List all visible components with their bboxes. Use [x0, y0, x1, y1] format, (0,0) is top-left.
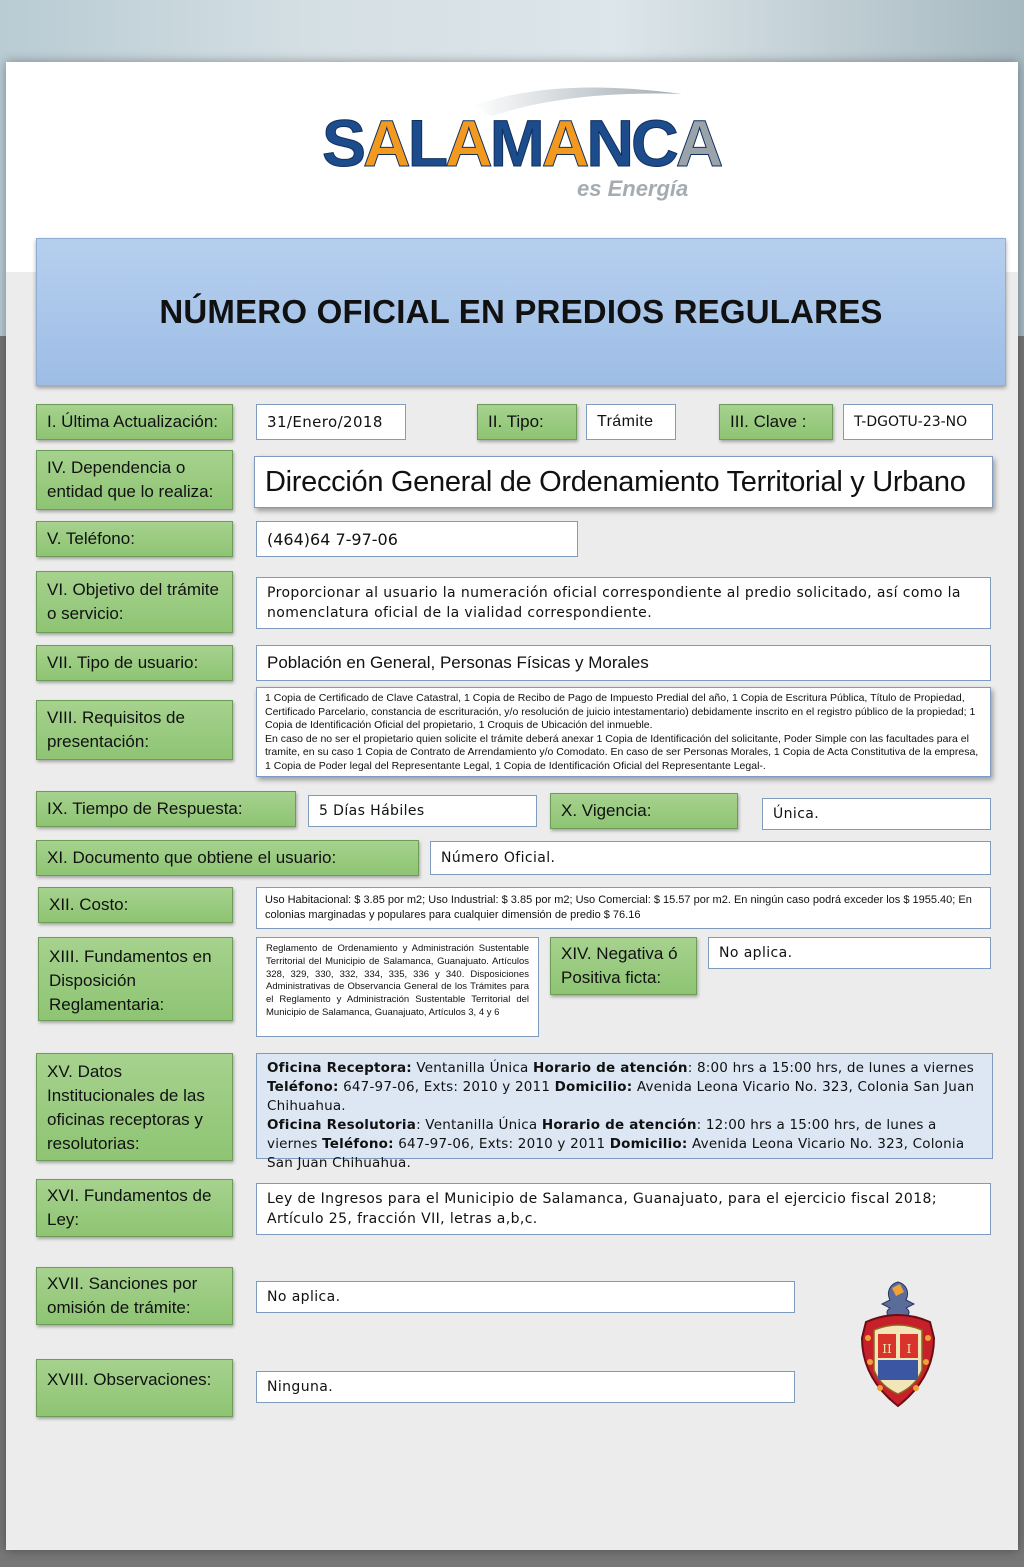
label-sanciones: XVII. Sanciones por omisión de trámite:: [36, 1267, 233, 1325]
value-ultima-actualizacion: 31/Enero/2018: [256, 404, 406, 440]
oficina-receptora-value: Ventanilla Única: [411, 1060, 533, 1076]
value-observaciones: Ninguna.: [256, 1371, 795, 1403]
label-fundamentos-reglamentaria: XIII. Fundamentos en Disposición Reglamentaria:: [38, 937, 233, 1021]
label-dependencia: IV. Dependencia o entidad que lo realiza:: [36, 450, 233, 510]
label-datos-institucionales: XV. Datos Institucionales de las oficinas receptoras y resolutorias:: [36, 1053, 233, 1161]
value-vigencia: Única.: [762, 798, 991, 830]
value-fundamentos-ley: Ley de Ingresos para el Municipio de Salamanca, Guanajuato, para el ejercicio fiscal 2018; Artículo 25, fracción VII, letras a,b,c.: [256, 1183, 991, 1235]
domicilio-value-1: Avenida Leona Vicario No. 323, Colonia San Juan Chihuahua.: [267, 1079, 975, 1114]
label-tipo: II. Tipo:: [477, 404, 577, 440]
domicilio-key-1: Domicilio:: [554, 1079, 633, 1095]
oficina-resolutoria-value: : Ventanilla Única: [416, 1117, 542, 1133]
value-documento: Número Oficial.: [430, 841, 991, 875]
telefono-value-1: 647-97-06, Exts: 2010 y 2011: [338, 1079, 555, 1095]
value-dependencia: Dirección General de Ordenamiento Territorial y Urbano: [254, 456, 993, 508]
logo-tagline: es Energía: [577, 176, 689, 201]
label-tipo-usuario: VII. Tipo de usuario:: [36, 645, 233, 681]
oficina-receptora-key: Oficina Receptora:: [267, 1060, 412, 1076]
value-fundamentos-reglamentaria: Reglamento de Ordenamiento y Administración Sustentable Territorial del Municipio de Salamanca, Guanajuato. Artículos 328, 329, 330, 332, 334, 335, 336 y 340. Disposiciones Administrativas de Observancia General de los Trámites para el Reglamento y Administración Sustentable Territorial del Municipio de Salamanca, Guanajuato, Artículos 3, 4 y 6: [256, 937, 539, 1037]
value-tiempo-respuesta: 5 Días Hábiles: [308, 795, 537, 827]
requisitos-parrafo-1: 1 Copia de Certificado de Clave Catastral, 1 Copia de Recibo de Pago de Impuesto Predial del año, 1 Copia de Escritura Pública, Título de Propiedad, Certificado Parcelario, constancia de escrituración, y/o resolución de juicio intestamentario) debidamente inscrito en el registro público de la propiedad; 1 Copia de Identificación Oficial del propietario, 1 Croquis de Ubicación del inmueble.: [265, 692, 976, 731]
requisitos-parrafo-2: En caso de no ser el propietario quien solicite el trámite deberá anexar 1 Copia de Identificación del solicitante, Poder Simple con las facultades para el tramite, en su caso 1 Copia de Contrato de Arrendamiento y/o Comodato. En caso de ser Personas Morales, 1 Copia de Acta Constitutiva de la empresa, 1 Copia de Poder legal del Representante Legal, 1 Copia de Identificación Oficial del Representante Legal-.: [265, 732, 979, 772]
value-negativa: No aplica.: [708, 937, 991, 969]
value-tipo-usuario: Población en General, Personas Físicas y Morales: [256, 645, 991, 681]
label-documento: XI. Documento que obtiene el usuario:: [36, 840, 419, 876]
label-clave: III. Clave :: [719, 404, 833, 440]
value-objetivo: Proporcionar al usuario la numeración oficial correspondiente al predio solicitado, así como la nomenclatura oficial de la vialidad correspondiente.: [256, 577, 991, 629]
value-datos-institucionales: [256, 1053, 993, 1171]
svg-text:SALAMANCA: SALAMANCA: [322, 106, 721, 180]
label-objetivo: VI. Objetivo del trámite o servicio:: [36, 571, 233, 633]
label-observaciones: XVIII. Observaciones:: [36, 1359, 233, 1417]
telefono-key-2: Teléfono:: [322, 1136, 394, 1152]
label-vigencia: X. Vigencia:: [550, 793, 738, 829]
label-requisitos: VIII. Requisitos de presentación:: [36, 700, 233, 760]
value-costo: Uso Habitacional: $ 3.85 por m2; Uso Industrial: $ 3.85 por m2; Uso Comercial: $ 15.57 por m2. En ningún caso podrá exceder los $ 1955.40; En colonias marginadas y populares para cualquier dimensión de predio $ 76.16: [256, 887, 991, 929]
domicilio-value-2: Avenida Leona Vicario No. 323, Colonia San Juan Chihuahua.: [267, 1136, 965, 1171]
coat-of-arms-seal: [856, 1278, 940, 1410]
label-costo: XII. Costo:: [38, 887, 233, 923]
svg-text:I: I: [906, 1342, 912, 1356]
salamanca-logo: [322, 86, 722, 206]
label-fundamentos-ley: XVI. Fundamentos de Ley:: [36, 1179, 233, 1237]
page-title: NÚMERO OFICIAL EN PREDIOS REGULARES: [159, 293, 883, 330]
svg-text:II: II: [882, 1342, 892, 1356]
label-negativa: XIV. Negativa ó Positiva ficta:: [550, 937, 697, 995]
oficina-resolutoria-key: Oficina Resolutoria: [267, 1117, 417, 1133]
value-telefono: (464)64 7-97-06: [256, 521, 578, 557]
label-tiempo-respuesta: IX. Tiempo de Respuesta:: [36, 791, 296, 827]
horario-key-2: Horario de atención: [541, 1117, 697, 1133]
label-telefono: V. Teléfono:: [36, 521, 233, 557]
label-ultima-actualizacion: I. Última Actualización:: [36, 404, 233, 440]
telefono-key-1: Teléfono:: [267, 1079, 339, 1095]
value-clave: T-DGOTU-23-NO: [843, 404, 993, 440]
value-requisitos: [256, 687, 991, 777]
value-tipo: Trámite: [586, 404, 676, 440]
value-sanciones: No aplica.: [256, 1281, 795, 1313]
telefono-value-2: 647-97-06, Exts: 2010 y 2011: [393, 1136, 610, 1152]
logo-main-text: SALAMANCA: [322, 86, 329, 87]
title-banner: [36, 238, 1006, 386]
domicilio-key-2: Domicilio:: [609, 1136, 688, 1152]
horario-value-2: : 12:00 hrs a 15:00 hrs, de lunes a viernes: [267, 1117, 937, 1152]
horario-key-1: Horario de atención: [532, 1060, 688, 1076]
horario-value-1: : 8:00 hrs a 15:00 hrs, de lunes a viernes: [687, 1060, 974, 1076]
